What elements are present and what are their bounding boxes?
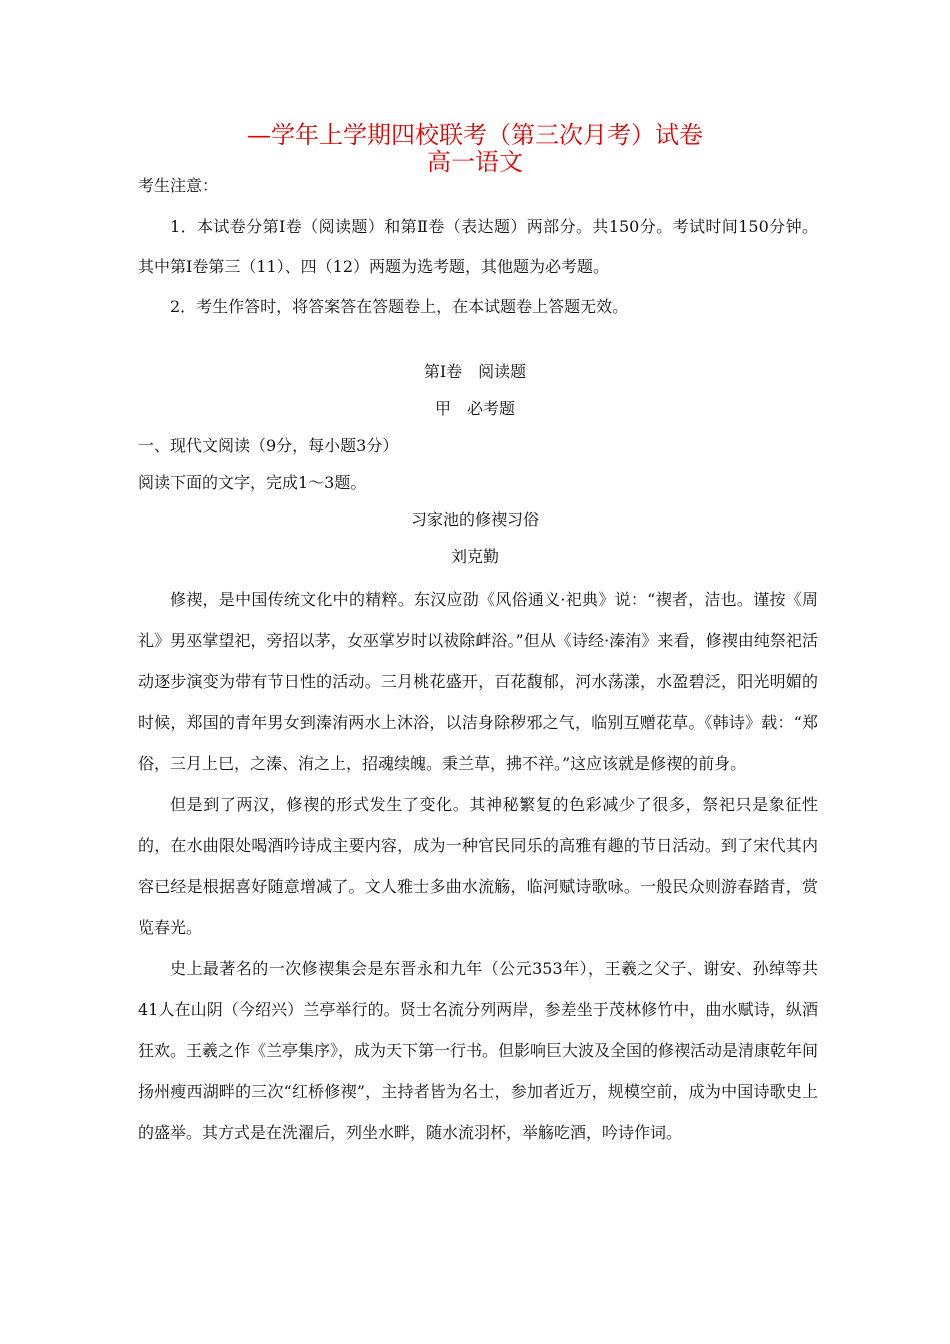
volume-subheading: 甲 必考题 [434, 399, 515, 418]
exam-subject: 高一语文 [427, 148, 523, 176]
exam-title: —学年上学期四校联考（第三次月考）试卷 [247, 121, 703, 149]
volume-heading: 第Ⅰ卷 阅读题 [423, 362, 527, 381]
article-author: 刘克勤 [450, 547, 499, 566]
article-paragraph: 修禊，是中国传统文化中的精粹。东汉应劭《风俗通义·祀典》说：“禊者，洁也。谨按《周礼》男巫掌望祀，旁招以茅，女巫掌岁时以祓除衅浴。”但从《诗经·溱洧》来看，修禊由纯祭祀活动逐步演变为带有节日性的活动。三月桃花盛开，百花馥郁，河水荡漾，水盈碧泛，阳光明媚的时候，郑国的青年男女到溱洧两水上沐浴，以洁身除秽邪之气，临别互赠花草。《韩诗》载：“郑俗，三月上巳，之溱、洧之上，招魂续魄。秉兰草，拂不祥。”这应该就是修禊的前身。 [138, 590, 818, 773]
article-paragraph: 但是到了两汉，修禊的形式发生了变化。其神秘繁复的色彩减少了很多，祭祀只是象征性的，在水曲限处喝酒吟诗成主要内容，成为一种官民同乐的高雅有趣的节日活动。到了宋代其内容已经是根据喜好随意增减了。文人雅士多曲水流觞，临河赋诗歌咏。一般民众则游春踏青，赏览春光。 [138, 795, 818, 937]
section-heading: 一、现代文阅读（9分，每小题3分） [138, 436, 399, 455]
notice-item-2: 2．考生作答时，将答案答在答题卷上，在本试题卷上答题无效。 [170, 297, 629, 316]
notice-list [138, 207, 818, 327]
notice-heading: 考生注意： [138, 176, 219, 195]
article-body [138, 579, 818, 1153]
article-title: 习家池的修禊习俗 [410, 510, 539, 529]
section-instruction: 阅读下面的文字，完成1～3题。 [138, 473, 367, 492]
notice-item-1: 1．本试卷分第Ⅰ卷（阅读题）和第Ⅱ卷（表达题）两部分。共150分。考试时间150分钟。其中第Ⅰ卷第三（11）、四（12）两题为选考题，其他题为必考题。 [138, 217, 818, 276]
article-paragraph: 史上最著名的一次修禊集会是东晋永和九年（公元353年），王羲之父子、谢安、孙绰等共41人在山阴（今绍兴）兰亭举行的。贤士名流分列两岸，参差坐于茂林修竹中，曲水赋诗，纵酒狂欢。王羲之作《兰亭集序》，成为天下第一行书。但影响巨大波及全国的修禊活动是清康乾年间扬州瘦西湖畔的三次“红桥修禊”，主持者皆为名士，参加者近万，规模空前，成为中国诗歌史上的盛举。其方式是在洗濯后，列坐水畔，随水流羽杯，举觞吃酒，吟诗作词。 [138, 959, 819, 1142]
